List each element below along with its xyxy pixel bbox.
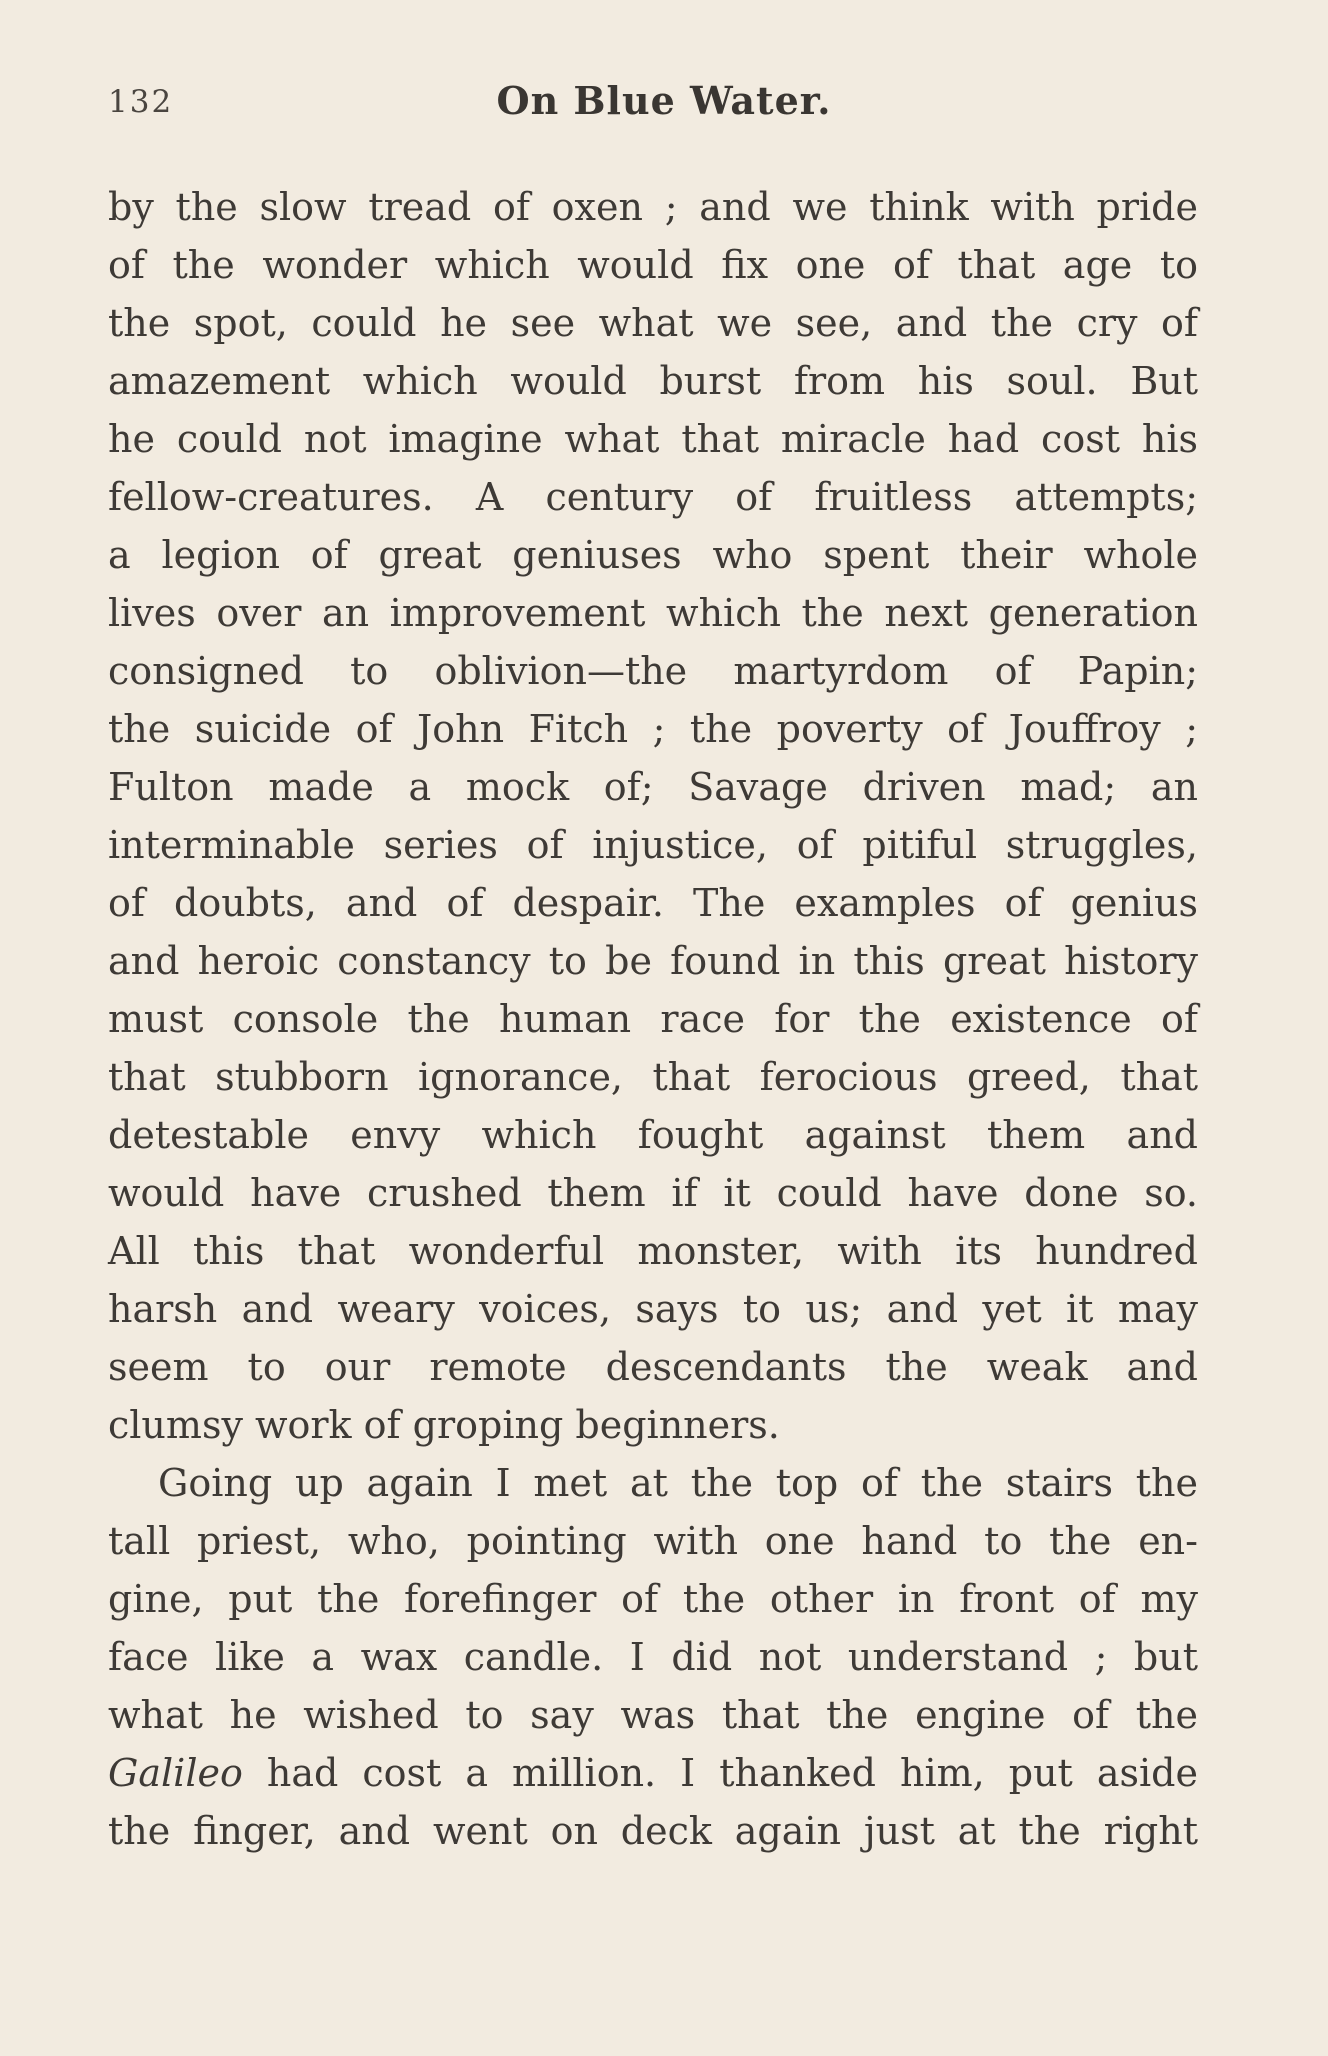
text-line: that stubborn ignorance, that ferocious greed, that (108, 1055, 1198, 1099)
text-line: seem to our remote descendants the weak and (108, 1345, 1198, 1389)
text-line: what he wished to say was that the engine of the (108, 1693, 1198, 1737)
text-line: interminable series of injustice, of pitiful struggles, (108, 823, 1198, 867)
text-line: would have crushed them if it could have done so. (108, 1171, 1198, 1215)
text-line: lives over an improvement which the next generation (108, 591, 1198, 635)
text-line: All this that wonderful monster, with its hundred (108, 1229, 1198, 1273)
text-line: the spot, could he see what we see, and the cry of (108, 301, 1198, 345)
text-segment: had cost a million. I thanked him, put aside (242, 1751, 1198, 1795)
text-line: and heroic constancy to be found in this great history (108, 939, 1198, 983)
paragraph-start-line: Going up again I met at the top of the stairs the (158, 1461, 1198, 1505)
text-line: a legion of great geniuses who spent their whole (108, 533, 1198, 577)
text-line: of doubts, and of despair. The examples of genius (108, 881, 1198, 925)
text-line-with-ship-name (108, 1744, 1198, 1802)
running-title: On Blue Water. (496, 78, 832, 123)
text-line: of the wonder which would fix one of that age to (108, 243, 1198, 287)
text-line: Fulton made a mock of; Savage driven mad; an (108, 765, 1198, 809)
text-line: gine, put the forefinger of the other in front of my (108, 1577, 1198, 1621)
body-text (108, 178, 1198, 1860)
text-line: fellow-creatures. A century of fruitless attempts; (108, 475, 1198, 519)
text-line: tall priest, who, pointing with one hand to the en- (108, 1519, 1198, 1563)
text-line: the finger, and went on deck again just at the right (108, 1809, 1198, 1853)
page-number: 132 (108, 84, 174, 120)
text-line: consigned to oblivion—the martyrdom of Papin; (108, 649, 1198, 693)
text-line: he could not imagine what that miracle had cost his (108, 417, 1198, 461)
text-line: amazement which would burst from his soul. But (108, 359, 1198, 403)
text-line: face like a wax candle. I did not understand ; but (108, 1635, 1198, 1679)
text-line: detestable envy which fought against them and (108, 1113, 1198, 1157)
text-line: harsh and weary voices, says to us; and yet it may (108, 1287, 1198, 1331)
paragraph-end-line: clumsy work of groping beginners. (108, 1403, 780, 1447)
ship-name-italic: Galileo (108, 1751, 243, 1795)
text-line: must console the human race for the existence of (108, 997, 1198, 1041)
text-line: by the slow tread of oxen ; and we think with pride (108, 185, 1198, 229)
text-line: the suicide of John Fitch ; the poverty of Jouffroy ; (108, 707, 1198, 751)
